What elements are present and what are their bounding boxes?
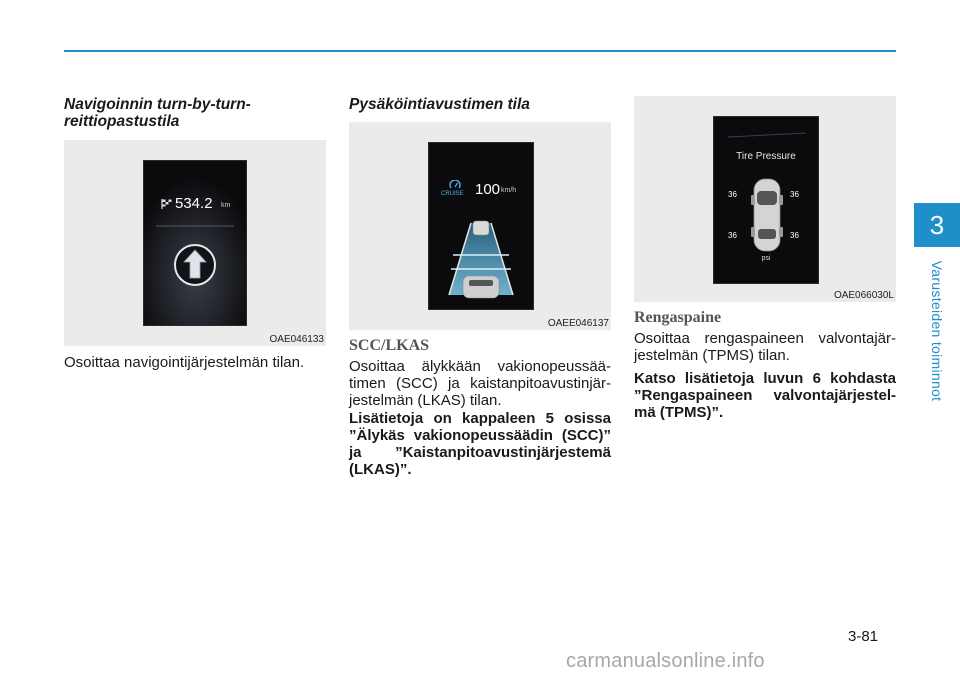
- cluster-screen-tpms: [713, 116, 819, 284]
- own-vehicle-icon: [463, 276, 499, 298]
- navigation-description: Osoittaa navigointijärjestelmän tilan.: [64, 354, 305, 371]
- tire-pressure-description: Osoittaa rengaspaineen valvontajär-jestelmän (TPMS) tilan.: [634, 330, 896, 364]
- scc-lkas-reference: Lisätietoja on kappaleen 5 osissa ”Älykäs vakionopeussäädin (SCC)” ja ”Kaistanpitoavustinjärjestemä (LKAS)”.: [349, 410, 611, 478]
- tire-rear-right-value: 36: [790, 231, 799, 240]
- tire-front-right-value: 36: [790, 190, 799, 199]
- scc-lkas-description: Osoittaa älykkään vakionopeussää-timen (SCC) ja kaistanpitoavustinjär-jestelmän (LKAS) tilan.: [349, 358, 611, 409]
- lead-vehicle-icon: [473, 221, 489, 235]
- nav-distance-value: 534.2: [175, 195, 213, 212]
- lane-graphic: [429, 143, 533, 309]
- cruise-speed-unit: km/h: [501, 187, 517, 194]
- tire-rear-left-value: 36: [728, 231, 737, 240]
- watermark: carmanualsonline.info: [566, 650, 765, 672]
- figure-code: OAE066030L: [833, 290, 894, 301]
- page-number: 3-81: [848, 628, 879, 645]
- tpms-title: Tire Pressure: [736, 151, 796, 162]
- chapter-number-tab: 3: [914, 203, 960, 247]
- nav-screen-graphic: [144, 161, 246, 325]
- figure-code: OAE046133: [269, 334, 324, 345]
- cruise-icon: [449, 180, 461, 190]
- cruise-figure: [349, 122, 611, 330]
- navigation-figure: [64, 140, 326, 346]
- tire-front-left-value: 36: [728, 190, 737, 199]
- cruise-mode-label: CRUISE: [441, 191, 464, 197]
- tpms-unit: psi: [761, 255, 771, 262]
- vehicle-top-view-icon: [751, 179, 783, 251]
- chapter-title-text: Varusteiden toiminnot: [929, 260, 945, 402]
- parking-assist-heading: Pysäköintiavustimen tila: [349, 96, 530, 113]
- tire-pressure-figure: [634, 96, 896, 302]
- navigation-heading: Navigoinnin turn-by-turn-reittiopastustila: [64, 96, 251, 130]
- tire-pressure-subheading: Rengaspaine: [634, 309, 722, 326]
- header-rule: [64, 50, 896, 52]
- checkered-flag-icon: [160, 198, 172, 210]
- nav-distance-unit: km: [221, 202, 231, 209]
- scc-lkas-subheading: SCC/LKAS: [349, 337, 430, 354]
- cluster-screen-nav: [143, 160, 247, 326]
- cruise-speed-value: 100: [475, 181, 501, 198]
- figure-code: OAEE046137: [547, 318, 609, 329]
- tire-pressure-reference: Katso lisätietoja luvun 6 kohdasta ”Rengaspaineen valvontajärjestel-mä (TPMS)”.: [634, 370, 896, 421]
- cluster-screen-cruise: [428, 142, 534, 310]
- chapter-title: [922, 256, 952, 406]
